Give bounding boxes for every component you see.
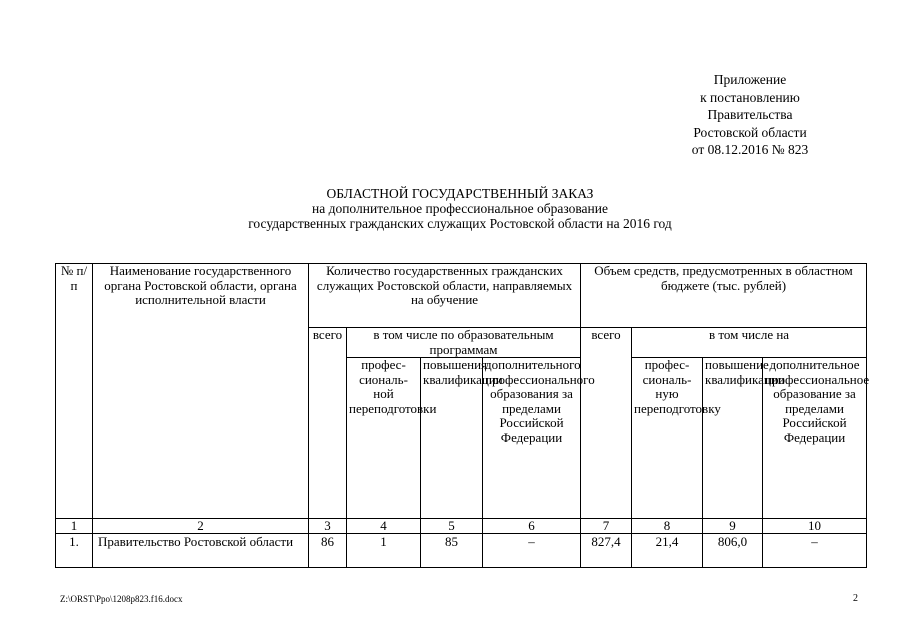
column-number: 6: [483, 519, 581, 534]
title-subtitle: государственных гражданских служащих Ростовской области на 2016 год: [248, 216, 672, 231]
title-subtitle: на дополнительное профессиональное образование: [312, 201, 608, 216]
header-count-additional: дополнительного профессионального образования за пределами Российской Федерации: [483, 358, 581, 519]
header-budget-retraining: профес-сиональ-ную переподготовку: [632, 358, 703, 519]
column-number: 5: [421, 519, 483, 534]
header-budget-additional: дополнительное профессиональное образование за пределами Российской Федерации: [763, 358, 867, 519]
title-main: ОБЛАСТНОЙ ГОСУДАРСТВЕННЫЙ ЗАКАЗ: [326, 186, 594, 201]
footer-file-path: Z:\ORST\Ppo\1208p823.f16.docx: [60, 594, 183, 604]
page-number: 2: [853, 593, 858, 604]
document-title: [60, 186, 860, 231]
row-budget-qualification: 806,0: [703, 534, 763, 568]
appendix-block: [640, 71, 860, 159]
row-num: 1.: [56, 534, 93, 568]
row-budget-additional: –: [763, 534, 867, 568]
header-budget-incl: в том числе на: [632, 328, 867, 358]
order-table: [55, 263, 870, 568]
header-count-qualification: повышения квалификации: [421, 358, 483, 519]
column-number: 9: [703, 519, 763, 534]
column-number: 4: [347, 519, 421, 534]
row-count-total: 86: [309, 534, 347, 568]
appendix-line: к постановлению: [700, 89, 800, 105]
appendix-line: Правительства: [707, 107, 793, 122]
column-number: 7: [581, 519, 632, 534]
header-count-retraining: профес-сиональ-ной переподготовки: [347, 358, 421, 519]
column-number: 1: [56, 519, 93, 534]
appendix-line: Ростовской области: [693, 124, 807, 140]
table-row: [56, 534, 867, 568]
column-number: 3: [309, 519, 347, 534]
header-name: Наименование государственного органа Ростовской области, органа исполнительной власти: [93, 264, 309, 519]
row-count-retraining: 1: [347, 534, 421, 568]
header-budget-group: Объем средств, предусмотренных в областном бюджете (тыс. рублей): [581, 264, 867, 328]
row-count-additional: –: [483, 534, 581, 568]
appendix-line: Приложение: [713, 72, 787, 87]
header-budget-total: всего: [581, 328, 632, 519]
column-number: 2: [93, 519, 309, 534]
header-count-group: Количество государственных гражданских служащих Ростовской области, направляемых на обучение: [309, 264, 581, 328]
column-number-row: [56, 519, 867, 534]
row-org-name: Правительство Ростовской области: [93, 534, 309, 568]
row-budget-retraining: 21,4: [632, 534, 703, 568]
appendix-line: от 08.12.2016 № 823: [691, 142, 809, 157]
column-number: 10: [763, 519, 867, 534]
header-count-programs: в том числе по образовательным программам: [347, 328, 581, 358]
row-budget-total: 827,4: [581, 534, 632, 568]
header-budget-qualification: повышение квалификации: [703, 358, 763, 519]
header-count-total: всего: [309, 328, 347, 519]
header-num: № п/п: [56, 264, 93, 519]
column-number: 8: [632, 519, 703, 534]
row-count-qualification: 85: [421, 534, 483, 568]
